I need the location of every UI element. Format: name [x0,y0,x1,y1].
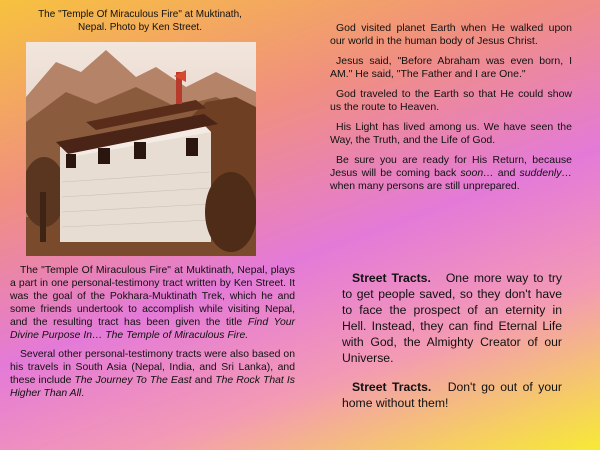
tract-title-temple: Find Your Divine Purpose In… The Temple of Miraculous Fire. [10,317,295,341]
right-paragraph-2: Jesus said, "Before Abraham was even born, I AM." He said, "The Father and I are One." [330,55,572,80]
left-paragraph-2-and: and [191,375,216,386]
left-paragraph-1 [10,264,295,342]
tract-body-2: Don't go out of your home without them! [342,380,562,410]
return-text-a: Be sure you are ready for His Return, because Jesus will be coming back [330,154,572,179]
return-text-b: when many persons are still unprepared. [330,180,520,192]
right-paragraph-4: His Light has lived among us. We have seen the Way, the Truth, and the Life of God. [330,121,572,146]
tract-paragraph-1 [342,270,562,366]
street-tracts [342,270,562,424]
left-paragraph-1-text: The "Temple Of Miraculous Fire" at Muktinath, Nepal, plays a part in one personal-testimony tract written by Ken Street. It was the goal of the Pokhara-Muktinath Trek, which he and some friends undertook to accomplish while visiting Nepal, and the resulting tract has been given the title [10,265,295,328]
temple-photo [26,42,256,256]
tract-heading-2: Street Tracts. [352,380,432,394]
tract-title-journey: The Journey To The East [74,375,192,386]
temple-illustration [26,42,256,256]
tract-paragraph-2 [342,379,562,411]
return-soon: soon… [460,167,494,179]
photo-caption: The "Temple Of Miraculous Fire" at Muktinath, Nepal. Photo by Ken Street. [38,9,242,33]
return-suddenly: suddenly… [519,167,572,179]
left-paragraph-2-text: Several other personal-testimony tracts were also based on his travels in South Asia (Nepal, India, and Sri Lanka), and these include [10,349,295,386]
tract-title-rock: The Rock That Is Higher Than All [10,375,295,399]
tract-body-1: One more way to try to get people saved, so they don't have to face the prospect of an eternity in Hell. Instead, they can find Eternal Life with God, the Almighty Creator of our Universe. [342,271,562,365]
temple-description [10,264,295,406]
left-paragraph-2-end: . [81,388,85,399]
return-and: and [493,167,520,179]
tract-heading-1: Street Tracts. [352,271,431,285]
return-paragraph [330,154,572,193]
gospel-text [330,22,572,200]
right-paragraph-3: God traveled to the Earth so that He could show us the route to Heaven. [330,88,572,113]
right-paragraph-1: God visited planet Earth when He walked upon our world in the human body of Jesus Christ. [330,22,572,47]
left-paragraph-2 [10,348,295,400]
